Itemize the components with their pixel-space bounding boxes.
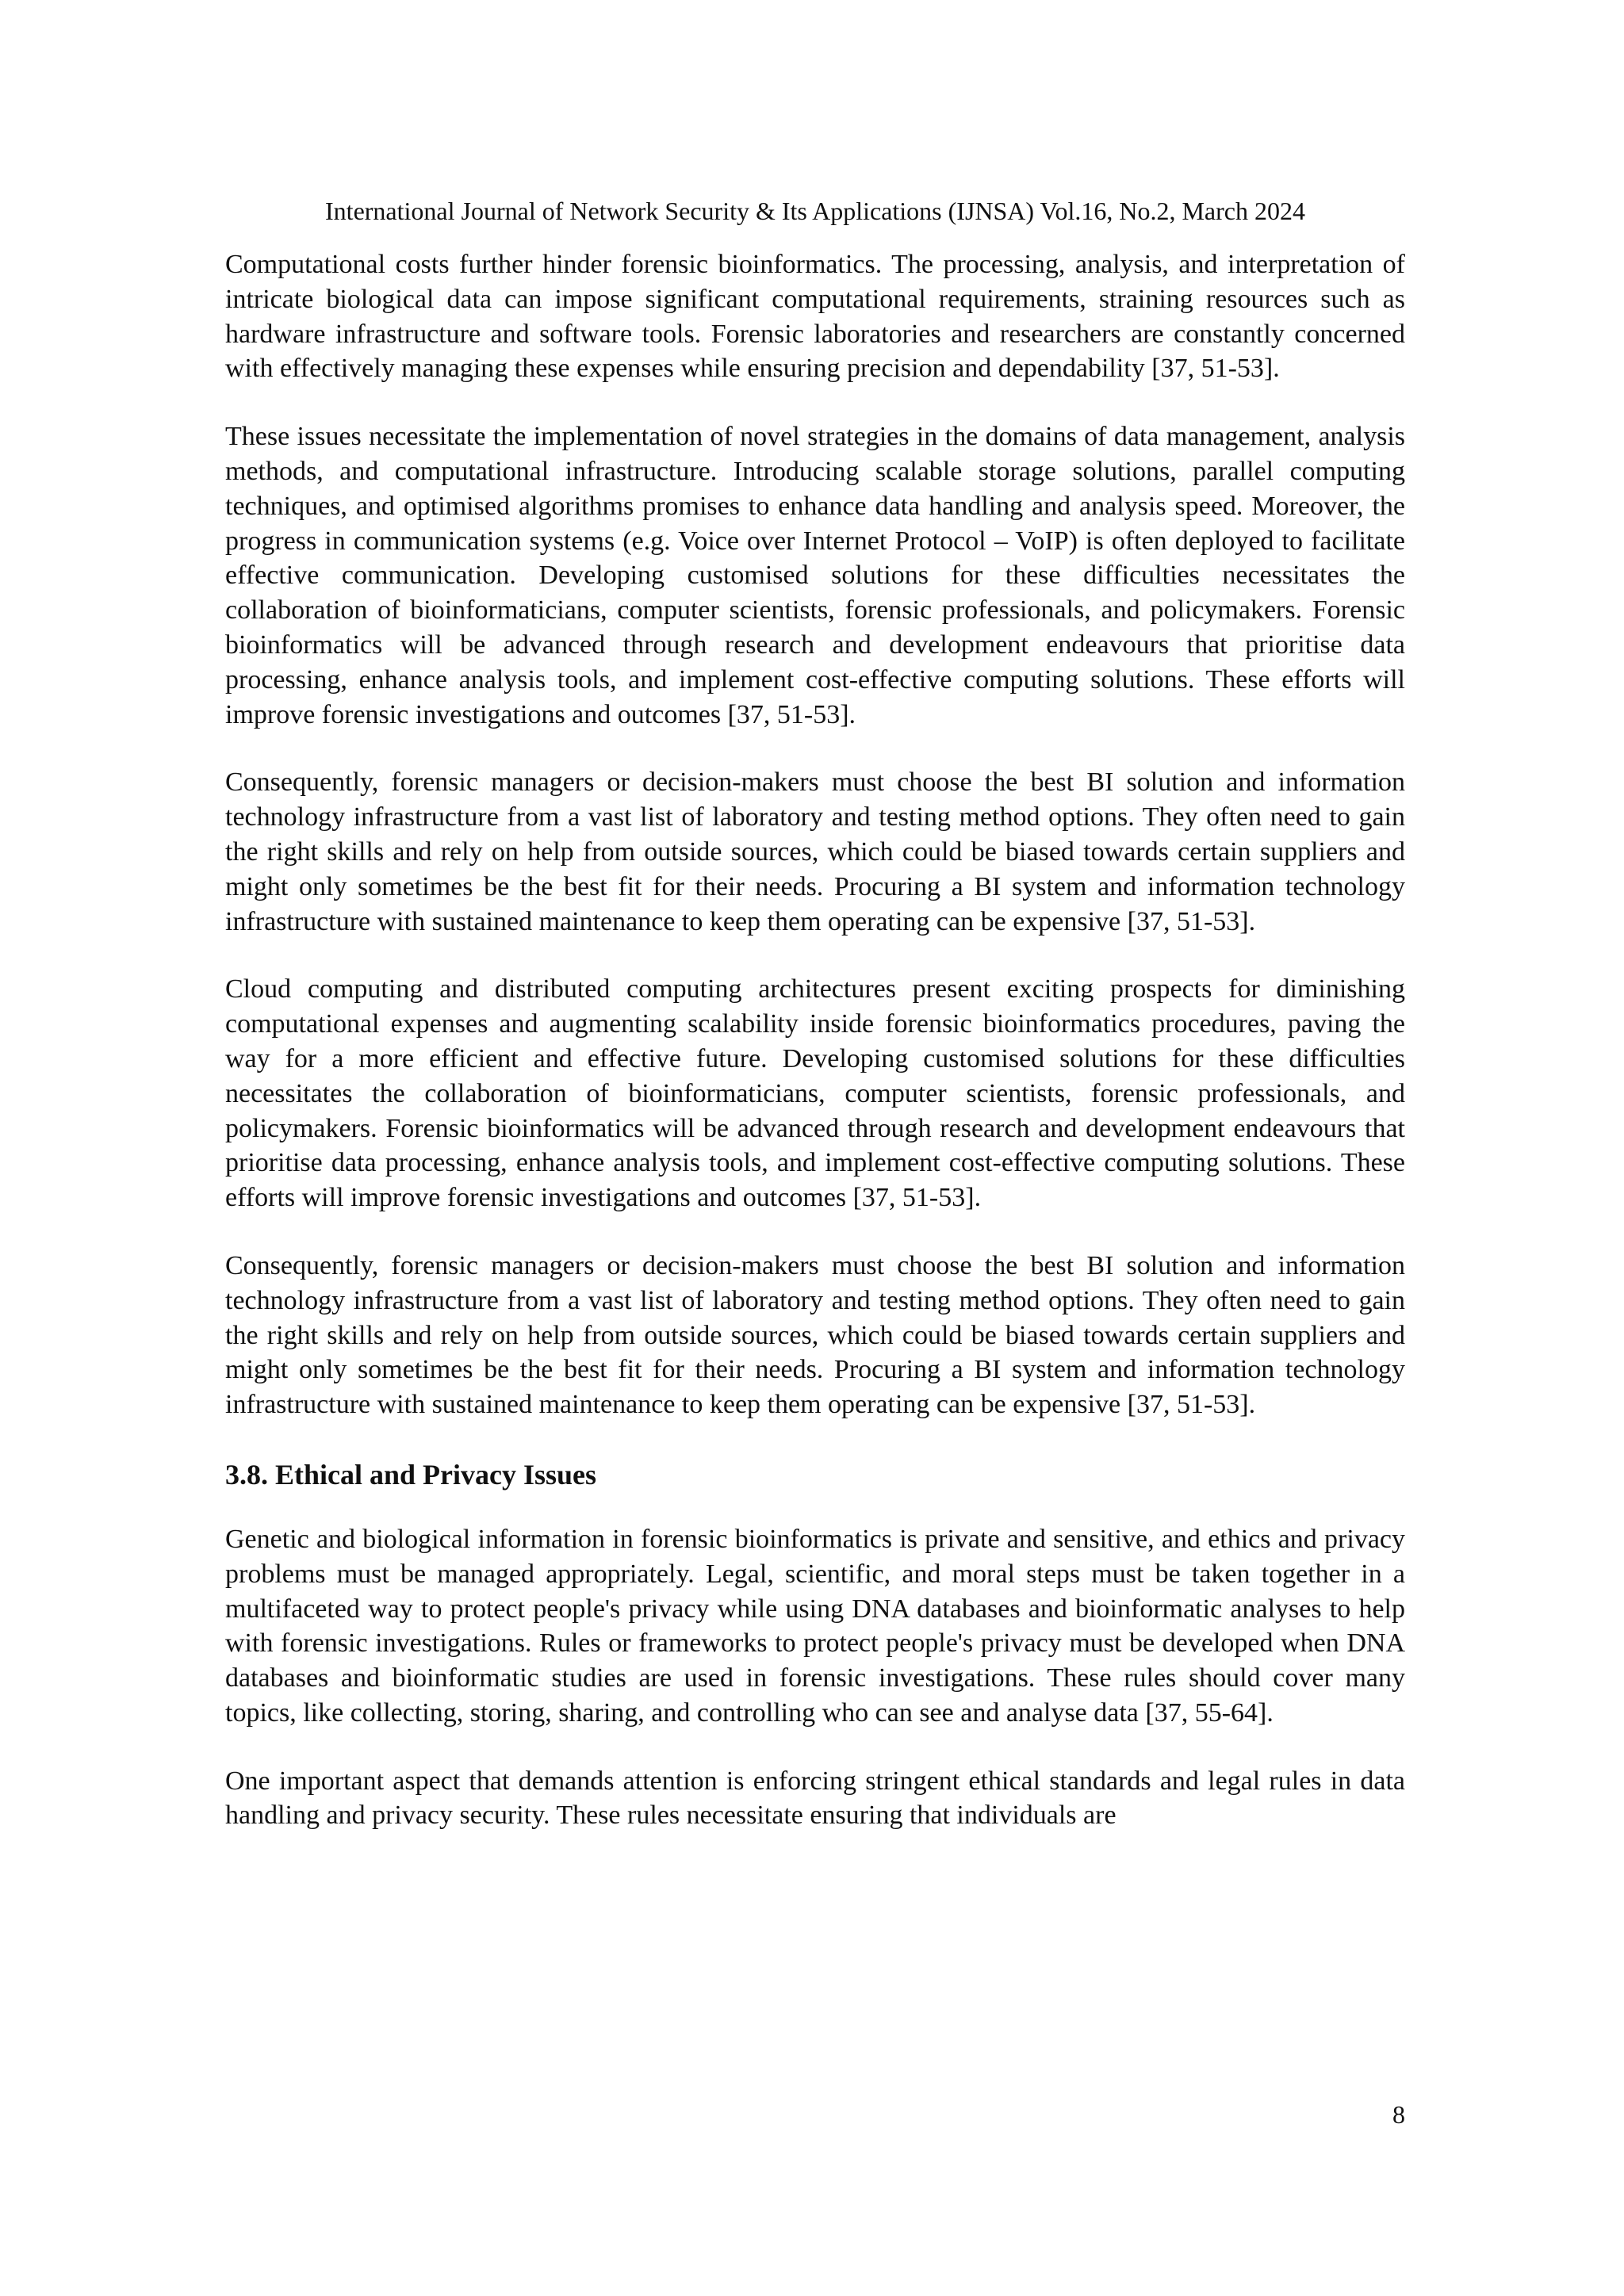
paragraph-computational-costs: Computational costs further hinder forensic bioinformatics. The processing, analysis, and interpretation of intricate biological data can impose significant computational requirements, straining resources such as hardware infrastructure and software tools. Forensic laboratories and researchers are constantly concerned with effectively managing these expenses while ensuring precision and dependability [37, 51-53]. [225, 250, 1405, 384]
page-number: 8 [1392, 2100, 1405, 2129]
running-header: International Journal of Network Security & Its Applications (IJNSA) Vol.16, No.2, March 2024 [325, 197, 1305, 225]
paragraph-decision-makers: Consequently, forensic managers or decision-makers must choose the best BI solution and information technology infrastructure from a vast list of laboratory and testing method options. They often need to gain the right skills and rely on help from outside sources, which could be biased towards certain suppliers and might only sometimes be the best fit for their needs. Procuring a BI system and information technology infrastructure with sustained maintenance to keep them operating can be expensive [37, 51-53]. [225, 767, 1405, 936]
paragraph-ethical-standards: One important aspect that demands attention is enforcing stringent ethical standards and legal rules in data handling and privacy security. These rules necessitate ensuring that individuals are [225, 1766, 1405, 1831]
paragraph-novel-strategies: These issues necessitate the implementation of novel strategies in the domains of data management, analysis methods, and computational infrastructure. Introducing scalable storage solutions, parallel computing techniques, and optimised algorithms promises to enhance data handling and analysis speed. Moreover, the progress in communication systems (e.g. Voice over Internet Protocol – VoIP) is often deployed to facilitate effective communication. Developing customised solutions for these difficulties necessitates the collaboration of bioinformaticians, computer scientists, forensic professionals, and policymakers. Forensic bioinformatics will be advanced through research and development endeavours that prioritise data processing, enhance analysis tools, and implement cost-effective computing solutions. These efforts will improve forensic investigations and outcomes [37, 51-53]. [225, 422, 1405, 729]
paragraph-decision-makers-repeat: Consequently, forensic managers or decision-makers must choose the best BI solution and information technology infrastructure from a vast list of laboratory and testing method options. They often need to gain the right skills and rely on help from outside sources, which could be biased towards certain suppliers and might only sometimes be the best fit for their needs. Procuring a BI system and information technology infrastructure with sustained maintenance to keep them operating can be expensive [37, 51-53]. [225, 1250, 1405, 1420]
paragraph-genetic-information: Genetic and biological information in forensic bioinformatics is private and sensitive, and ethics and privacy problems must be managed appropriately. Legal, scientific, and moral steps must be taken together in a multifaceted way to protect people's privacy while using DNA databases and bioinformatic analyses to help with forensic investigations. Rules or frameworks to protect people's privacy must be developed when DNA databases and bioinformatic studies are used in forensic investigations. These rules should cover many topics, like collecting, storing, sharing, and controlling who can see and analyse data [37, 55-64]. [225, 1524, 1405, 1728]
body-text [225, 247, 1405, 1866]
section-heading: 3.8. Ethical and Privacy Issues [225, 1458, 597, 1490]
paragraph-cloud-computing: Cloud computing and distributed computing architectures present exciting prospects for diminishing computational expenses and augmenting scalability inside forensic bioinformatics procedures, paving the way for a more efficient and effective future. Developing customised solutions for these difficulties necessitates the collaboration of bioinformaticians, computer scientists, forensic professionals, and policymakers. Forensic bioinformatics will be advanced through research and development endeavours that prioritise data processing, enhance analysis tools, and implement cost-effective computing solutions. These efforts will improve forensic investigations and outcomes [37, 51-53]. [225, 974, 1405, 1213]
